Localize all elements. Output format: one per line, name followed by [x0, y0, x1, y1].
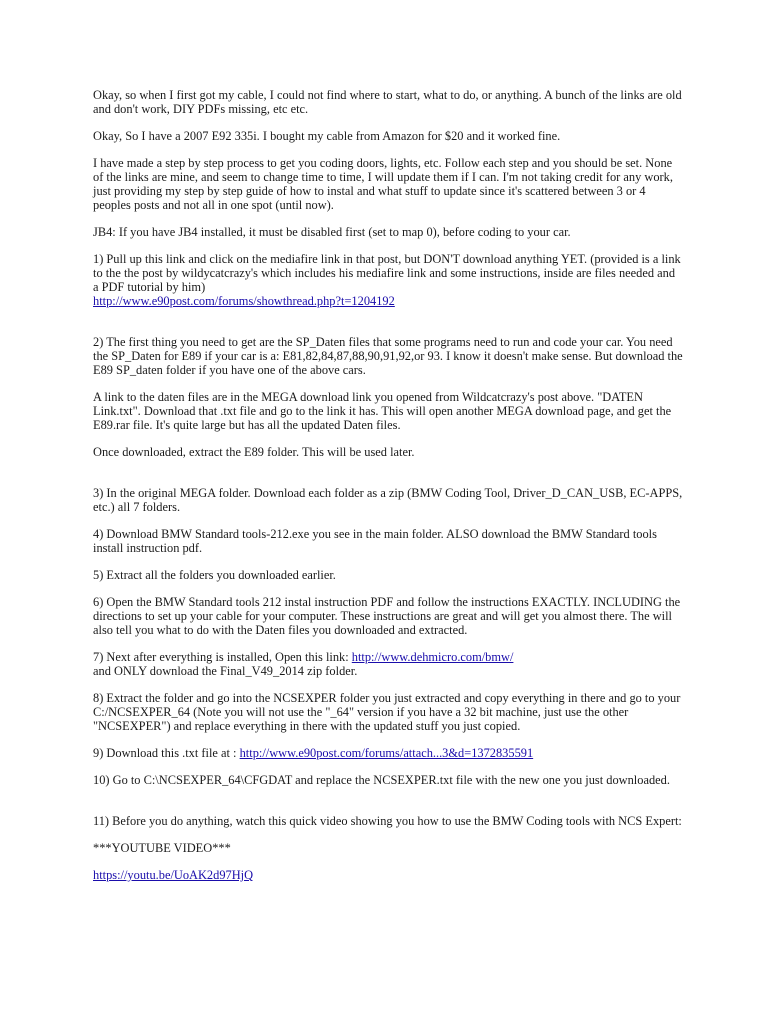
step-1-link[interactable]: http://www.e90post.com/forums/showthread.php?t=1204192 — [93, 294, 395, 308]
youtube-link[interactable]: https://youtu.be/UoAK2d97HjQ — [93, 868, 254, 882]
paragraph-car-info: Okay, So I have a 2007 E92 335i. I bought my cable from Amazon for $20 and it worked fine. — [93, 129, 561, 143]
paragraph-intro: Okay, so when I first got my cable, I could not find where to start, what to do, or anything. A bunch of the links are old and don't work, DIY PDFs missing, etc etc. — [93, 88, 682, 116]
youtube-paragraph — [93, 868, 683, 882]
step-2-extract: Once downloaded, extract the E89 folder. This will be used later. — [93, 445, 415, 459]
step-11: 11) Before you do anything, watch this quick video showing you how to use the BMW Coding tools with NCS Expert: — [93, 814, 682, 828]
document-body — [93, 88, 683, 895]
step-9: 9) Download this .txt file at : http://www.e90post.com/forums/attach...3&d=1372835591 — [93, 746, 534, 760]
step-8: 8) Extract the folder and go into the NCSEXPER folder you just extracted and copy everything in there and go to your C:/NCSEXPER_64 (Note you will not use the "_64" version if you have a 32 bit machine, just use the other "NCSEXPER") and replace everything in there with the updated stuff you just copied. — [93, 691, 681, 733]
step-5: 5) Extract all the folders you downloaded earlier. — [93, 568, 336, 582]
step-9-link[interactable]: http://www.e90post.com/forums/attach...3&d=1372835591 — [239, 746, 534, 760]
step-6: 6) Open the BMW Standard tools 212 instal instruction PDF and follow the instructions EXACTLY. INCLUDING the directions to set up your cable for your computer. These instructions are great and will get you almost there. The will also tell you what to do with the Daten files you downloaded and extracted. — [93, 595, 681, 637]
step-1: 1) Pull up this link and click on the mediafire link in that post, but DON'T download anything YET. (provided is a link to the the post by wildycatcrazy's which includes his mediafire link and some instructions, inside are files needed and a PDF tutorial by him) http://www.e90post.com/forums/showthread.php?t=1204192 — [93, 252, 681, 308]
step-2-daten-link-info: A link to the daten files are in the MEGA download link you opened from Wildcatcrazy's post above. "DATEN Link.txt". Download that .txt file and go to the link it has. This will open another MEGA download page, and get the E89.rar file. It's quite large but has all the updated Daten files. — [93, 390, 672, 432]
youtube-video-heading: ***YOUTUBE VIDEO*** — [93, 841, 231, 855]
paragraph-jb4: JB4: If you have JB4 installed, it must be disabled first (set to map 0), before coding to your car. — [93, 225, 571, 239]
step-4: 4) Download BMW Standard tools-212.exe you see in the main folder. ALSO download the BMW Standard tools install instruction pdf. — [93, 527, 657, 555]
step-7: 7) Next after everything is installed, Open this link: http://www.dehmicro.com/bmw/ and ONLY download the Final_V49_2014 zip folder. — [93, 650, 514, 678]
step-10: 10) Go to C:\NCSEXPER_64\CFGDAT and replace the NCSEXPER.txt file with the new one you just downloaded. — [93, 773, 670, 787]
step-3: 3) In the original MEGA folder. Download each folder as a zip (BMW Coding Tool, Driver_D_CAN_USB, EC-APPS, etc.) all 7 folders. — [93, 486, 683, 514]
step-2: 2) The first thing you need to get are the SP_Daten files that some programs need to run and code your car. You need the SP_Daten for E89 if your car is a: E81,82,84,87,88,90,91,92,or 93. I know it doesn't make sense. But download the E89 SP_daten folder if you have one of the above cars. — [93, 335, 683, 377]
step-7-link[interactable]: http://www.dehmicro.com/bmw/ — [351, 650, 514, 664]
paragraph-overview: I have made a step by step process to get you coding doors, lights, etc. Follow each step and you should be set. None of the links are mine, and seem to change time to time, I will update them if I can. I'm not taking credit for any work, just providing my step by step guide of how to instal and what stuff to update since it's scattered between 3 or 4 peoples posts and not all in one spot (until now). — [93, 156, 673, 212]
